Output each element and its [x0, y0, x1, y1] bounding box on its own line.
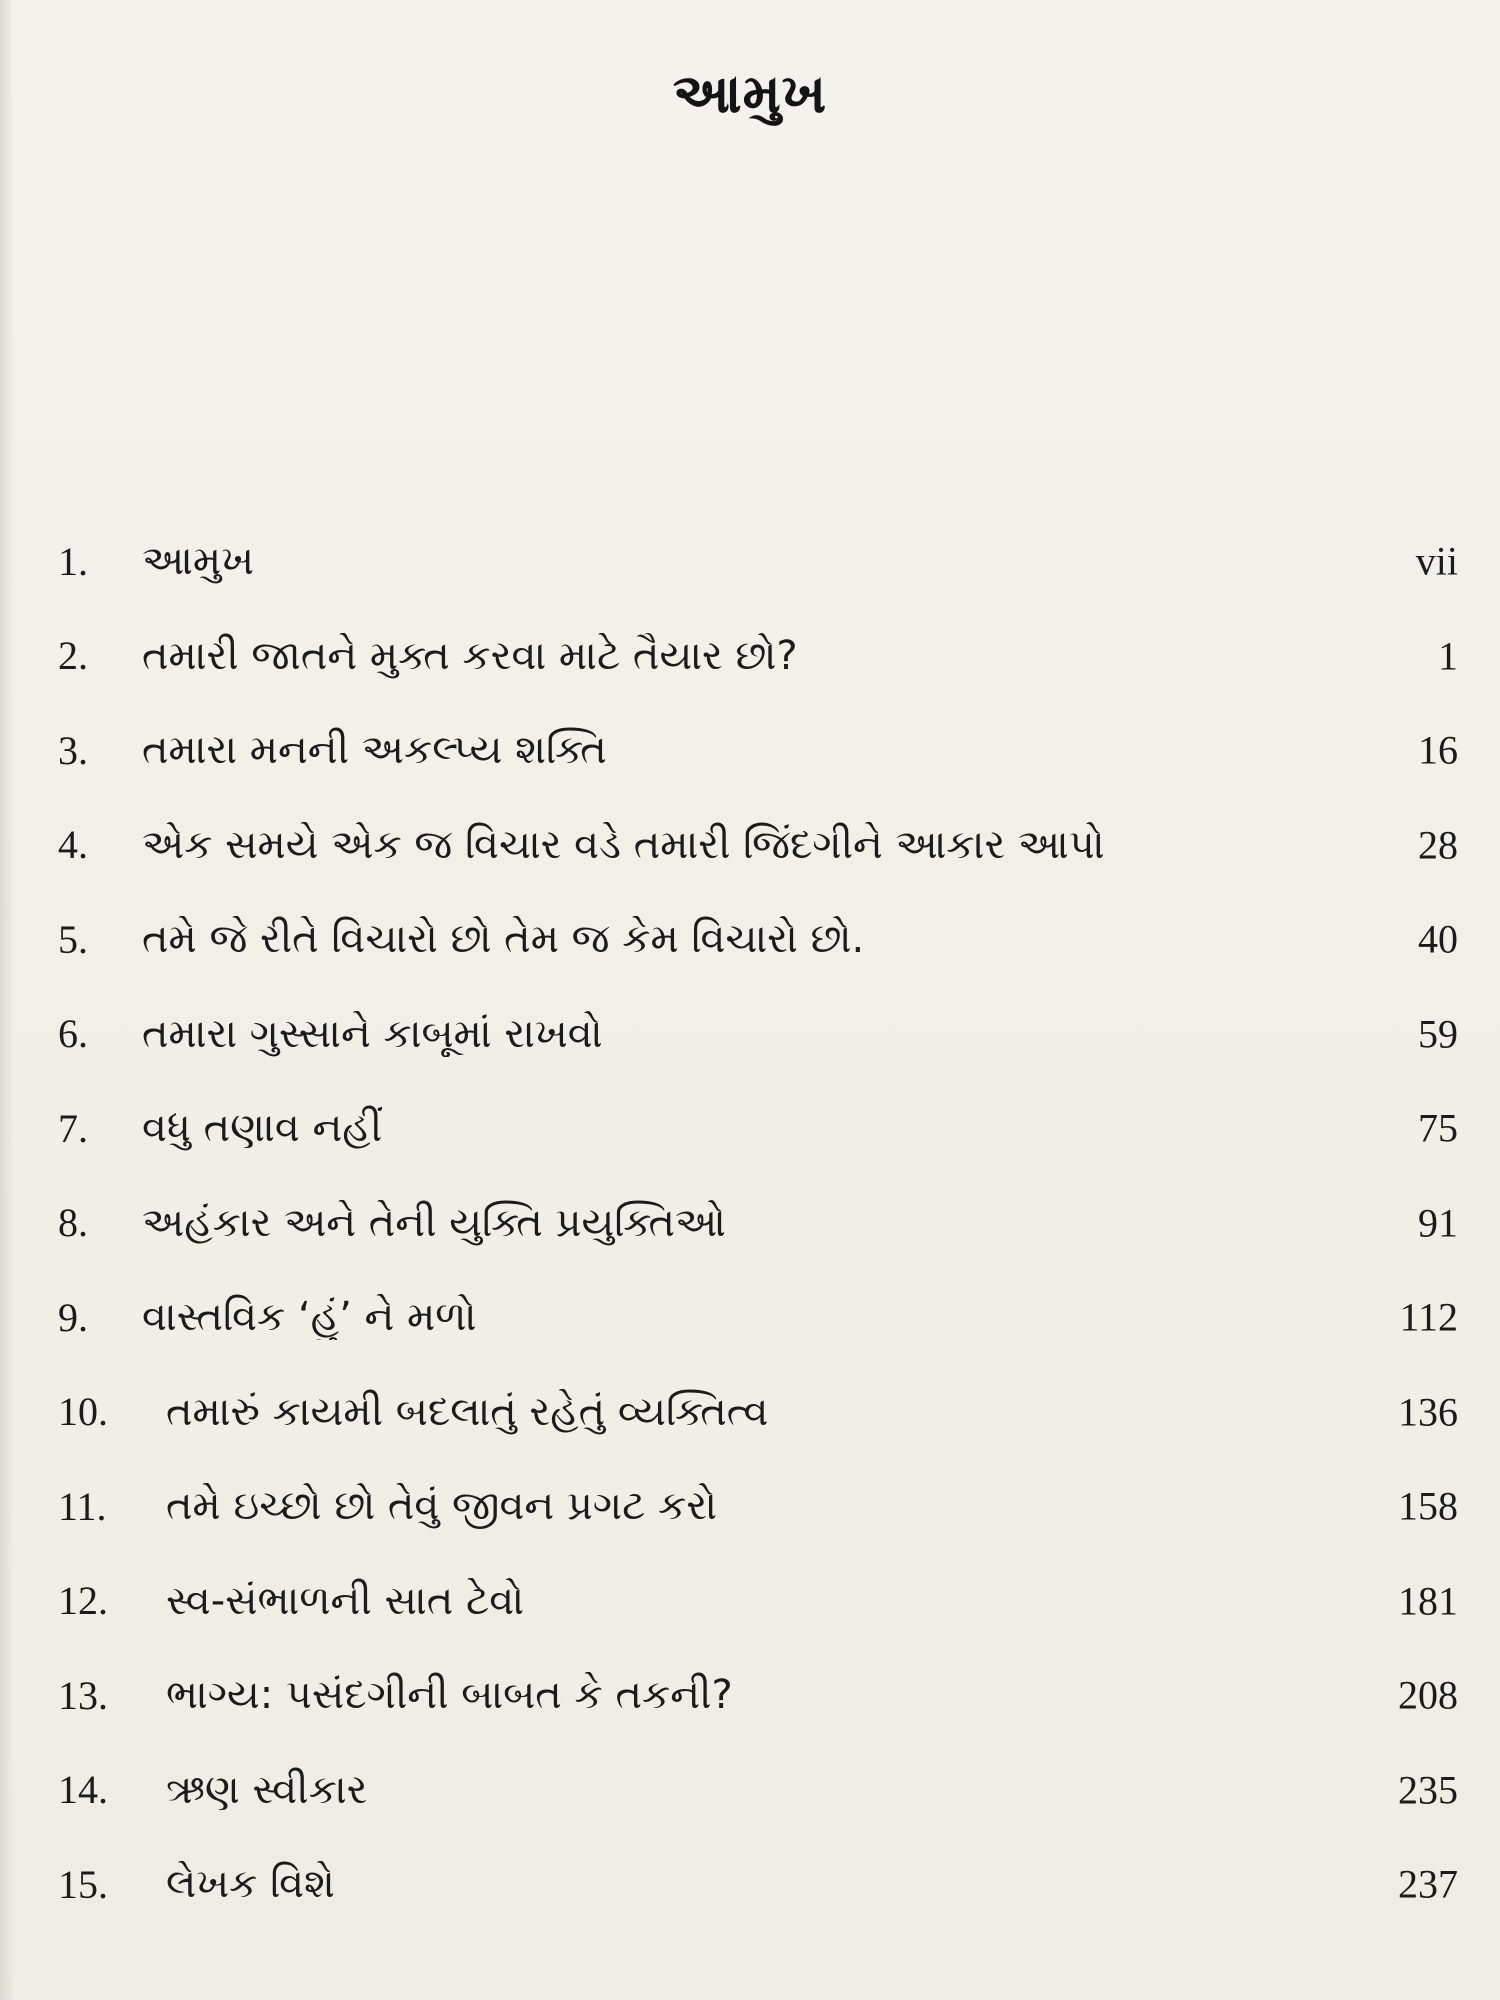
toc-entry[interactable] — [58, 1554, 1458, 1649]
toc-entry-number: 13. — [58, 1672, 108, 1718]
toc-entry-page: 181 — [1398, 1578, 1458, 1624]
toc-entry[interactable] — [58, 1365, 1458, 1460]
toc-entry[interactable] — [58, 1270, 1458, 1365]
toc-entry-number: 8. — [58, 1200, 88, 1246]
toc-entry-page: 40 — [1418, 916, 1458, 962]
toc-entry-number: 14. — [58, 1767, 108, 1813]
toc-entry[interactable] — [58, 1743, 1458, 1838]
toc-entry[interactable] — [58, 609, 1458, 704]
toc-entry-number: 10. — [58, 1389, 108, 1435]
toc-entry-page: 158 — [1398, 1483, 1458, 1529]
table-of-contents — [58, 514, 1458, 1932]
toc-entry-page: vii — [1415, 538, 1458, 584]
toc-entry-title: આમુખ — [142, 538, 254, 585]
toc-entry[interactable] — [58, 703, 1458, 798]
toc-entry[interactable] — [58, 514, 1458, 609]
toc-entry-page: 59 — [1418, 1011, 1458, 1057]
toc-entry-title: લેખક વિશે — [166, 1861, 335, 1908]
toc-entry-number: 4. — [58, 822, 88, 868]
toc-entry-number: 6. — [58, 1011, 88, 1057]
toc-entry[interactable] — [58, 987, 1458, 1082]
toc-entry[interactable] — [58, 892, 1458, 987]
toc-entry-number: 5. — [58, 916, 88, 962]
toc-entry-page: 235 — [1398, 1767, 1458, 1813]
toc-entry-title: તમારા ગુસ્સાને કાબૂમાં રાખવો — [142, 1010, 603, 1057]
toc-entry-title: તમારા મનની અકલ્પ્ય શક્તિ — [142, 727, 607, 774]
page-title: આમુખ — [672, 62, 828, 125]
toc-entry-page: 91 — [1418, 1200, 1458, 1246]
toc-entry-title: તમારું કાયમી બદલાતું રહેતું વ્યક્તિત્વ — [166, 1388, 769, 1435]
toc-entry-page: 237 — [1398, 1861, 1458, 1907]
toc-entry-page: 136 — [1398, 1389, 1458, 1435]
toc-entry-number: 12. — [58, 1578, 108, 1624]
toc-entry[interactable] — [58, 1837, 1458, 1932]
toc-entry[interactable] — [58, 1081, 1458, 1176]
toc-entry-title: અહંકાર અને તેની યુક્તિ પ્રયુક્તિઓ — [142, 1199, 726, 1246]
toc-entry-title: ભાગ્ય: પસંદગીની બાબત કે તકની? — [166, 1672, 733, 1719]
toc-entry-title: તમારી જાતને મુક્ત કરવા માટે તૈયાર છો? — [142, 632, 798, 679]
toc-entry-page: 75 — [1418, 1105, 1458, 1151]
toc-entry-title: વાસ્તવિક ‘હું’ ને મળો — [142, 1294, 477, 1341]
toc-entry[interactable] — [58, 1648, 1458, 1743]
page-binding-shadow — [0, 0, 14, 2000]
toc-entry-number: 9. — [58, 1294, 88, 1340]
toc-entry-page: 112 — [1399, 1294, 1458, 1340]
toc-entry-number: 2. — [58, 633, 88, 679]
toc-entry-page: 28 — [1418, 822, 1458, 868]
toc-entry-title: તમે જે રીતે વિચારો છો તેમ જ કેમ વિચારો છો. — [142, 916, 865, 963]
toc-entry-title: ઋણ સ્વીકાર — [166, 1766, 368, 1813]
toc-entry[interactable] — [58, 1176, 1458, 1271]
toc-entry-title: સ્વ-સંભાળની સાત ટેવો — [166, 1577, 525, 1624]
toc-entry-number: 7. — [58, 1105, 88, 1151]
toc-entry-title: તમે ઇચ્છો છો તેવું જીવન પ્રગટ કરો — [166, 1483, 718, 1530]
toc-entry-title: વધુ તણાવ નહીં — [142, 1105, 383, 1152]
toc-entry[interactable] — [58, 1459, 1458, 1554]
toc-entry-page: 208 — [1398, 1672, 1458, 1718]
toc-entry-number: 11. — [58, 1483, 107, 1529]
toc-entry-title: એક સમયે એક જ વિચાર વડે તમારી જિંદગીને આકાર આપો — [142, 821, 1105, 868]
toc-entry-page: 1 — [1438, 633, 1458, 679]
toc-entry-number: 3. — [58, 727, 88, 773]
toc-entry-number: 15. — [58, 1861, 108, 1907]
toc-entry-number: 1. — [58, 538, 88, 584]
toc-entry[interactable] — [58, 798, 1458, 893]
toc-entry-page: 16 — [1418, 727, 1458, 773]
